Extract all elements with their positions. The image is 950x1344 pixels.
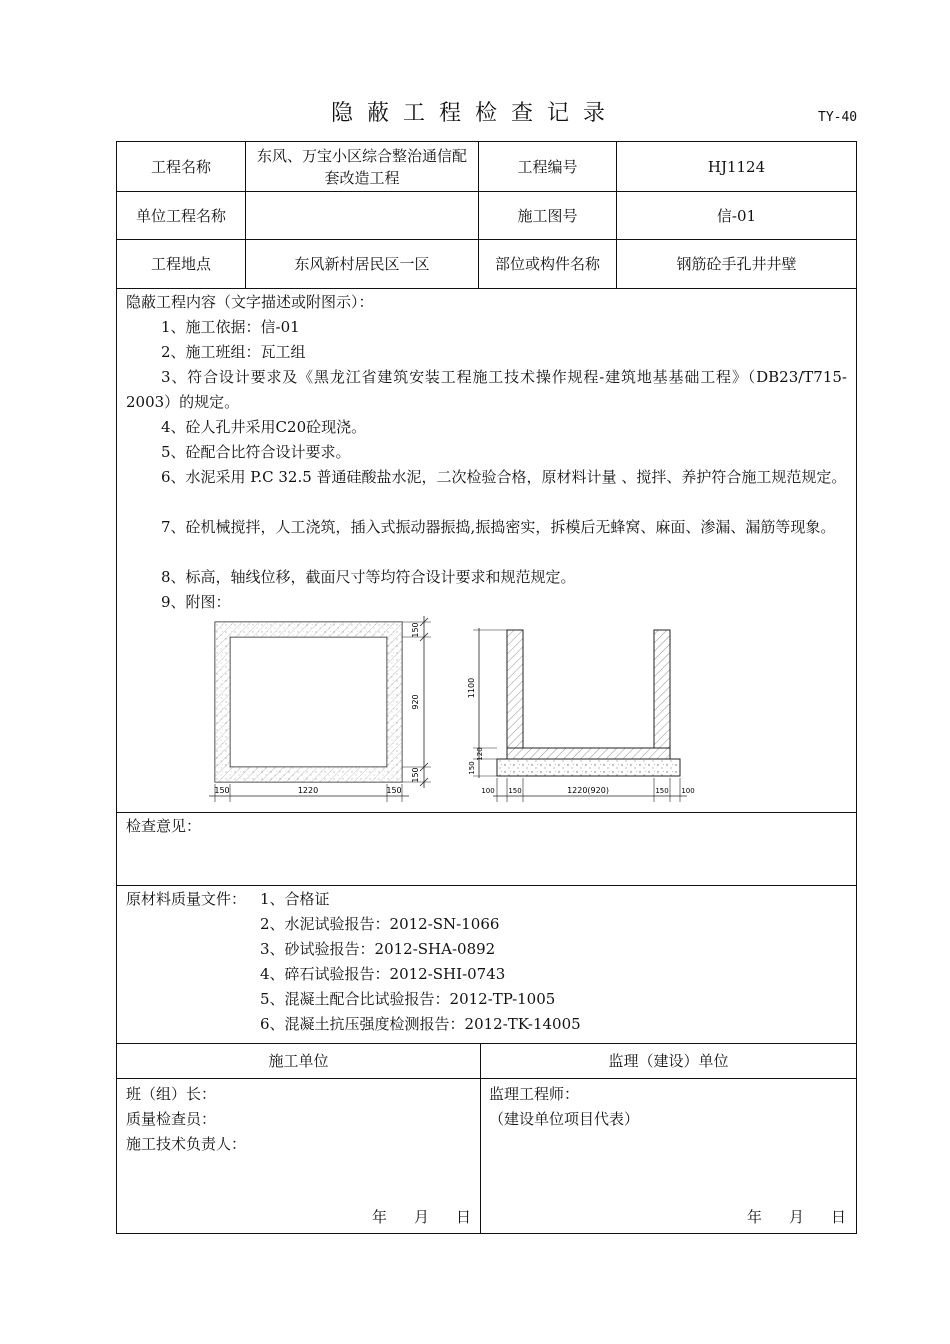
section-dim-mid: 1220(920)	[567, 786, 609, 795]
project-name-label: 工程名称	[150, 157, 211, 176]
row-divider	[117, 1078, 856, 1079]
date-month: 月	[789, 1208, 805, 1226]
section-dim-height: 1100	[467, 677, 476, 699]
section-dim-d1: 100	[481, 787, 495, 795]
plan-view-drawing	[209, 616, 431, 802]
content-item: 7、砼机械搅拌，人工浇筑，插入式振动器振捣,振捣密实，拆模后无蜂窝、麻面、渗漏、漏筋等现象。	[161, 518, 836, 536]
attached-drawing	[197, 616, 717, 802]
material-item: 3、砂试验报告：2012-SHA-0892	[260, 940, 496, 958]
date-year: 年	[372, 1208, 388, 1226]
construction-unit-header: 施工单位	[268, 1052, 329, 1070]
section-dim-d3: 150	[655, 787, 669, 795]
material-item: 6、混凝土抗压强度检测报告：2012-TK-14005	[260, 1015, 581, 1033]
plan-dim-top: 150	[411, 622, 420, 638]
content-item: 3、符合设计要求及《黑龙江省建筑安装工程施工技术操作规程-建筑地基基础工程》（DB23/T715-2003）的规定。	[126, 368, 847, 411]
content-heading: 隐蔽工程内容（文字描述或附图示）：	[126, 293, 374, 311]
form-code: TY-40	[818, 110, 858, 125]
row-divider	[117, 812, 856, 813]
plan-dim-mid: 1220	[297, 786, 319, 795]
material-item: 2、水泥试验报告：2012-SN-1066	[260, 915, 500, 933]
record-table	[116, 141, 857, 1234]
material-item: 4、碎石试验报告：2012-SHI-0743	[260, 965, 506, 983]
date-day: 日	[831, 1208, 847, 1226]
content-item: 8、标高，轴线位移，截面尺寸等均符合设计要求和规范规定。	[161, 568, 576, 586]
content-item: 2、施工班组：瓦工组	[161, 343, 306, 361]
project-no-label: 工程编号	[517, 157, 578, 176]
plan-dim-bottom: 150	[411, 767, 420, 783]
document-title: 隐蔽工程检查记录	[330, 101, 619, 126]
row-divider	[117, 885, 856, 886]
content-item: 6、水泥采用 P.C 32.5 普通硅酸盐水泥，二次检验合格，原材料计量 、搅拌、养护符合施工规范规定。	[161, 468, 847, 486]
unit-project-value	[246, 192, 478, 239]
drawing-no-label: 施工图号	[517, 206, 578, 225]
project-name-value: 东风、万宝小区综合整治通信配套改造工程	[256, 146, 467, 187]
plan-dim-height: 920	[411, 694, 420, 710]
quality-inspector-label: 质量检查员：	[126, 1110, 217, 1128]
technical-lead-label: 施工技术负责人：	[126, 1135, 247, 1153]
material-item: 1、合格证	[260, 890, 330, 908]
supervisor-engineer-label: 监理工程师：	[489, 1085, 580, 1103]
materials-label: 原材料质量文件：	[126, 890, 247, 908]
material-item: 5、混凝土配合比试验报告：2012-TP-1005	[260, 990, 556, 1008]
plan-dim-left: 150	[214, 786, 230, 795]
content-item: 5、砼配合比符合设计要求。	[161, 443, 351, 461]
location-label: 工程地点	[150, 255, 211, 273]
section-dim-base1: 150	[468, 761, 476, 775]
supervision-unit-header: 监理（建设）单位	[608, 1052, 729, 1070]
drawing-no-value: 信-01	[716, 206, 757, 225]
date-year: 年	[747, 1208, 763, 1226]
unit-project-label: 单位工程名称	[135, 206, 226, 225]
row-divider	[117, 288, 856, 289]
content-item: 1、施工依据：信-01	[161, 318, 300, 336]
part-value: 钢筋砼手孔井井壁	[676, 255, 797, 273]
date-day: 日	[456, 1208, 472, 1226]
date-month: 月	[414, 1208, 430, 1226]
section-view-drawing	[467, 628, 695, 802]
project-no-value: HJ1124	[707, 157, 766, 176]
inspection-label: 检查意见：	[126, 817, 202, 835]
content-item: 9、附图：	[161, 593, 231, 611]
section-dim-d4: 100	[681, 787, 695, 795]
location-value: 东风新村居民区一区	[294, 255, 430, 273]
owner-representative-label: （建设单位项目代表）	[489, 1110, 640, 1128]
part-label: 部位或构件名称	[494, 255, 600, 273]
section-dim-d2: 150	[508, 787, 522, 795]
content-item: 4、砼人孔井采用C20砼现浇。	[161, 418, 367, 436]
plan-dim-right: 150	[386, 786, 402, 795]
team-leader-label: 班（组）长：	[126, 1085, 217, 1103]
section-dim-base2: 120	[476, 747, 484, 761]
